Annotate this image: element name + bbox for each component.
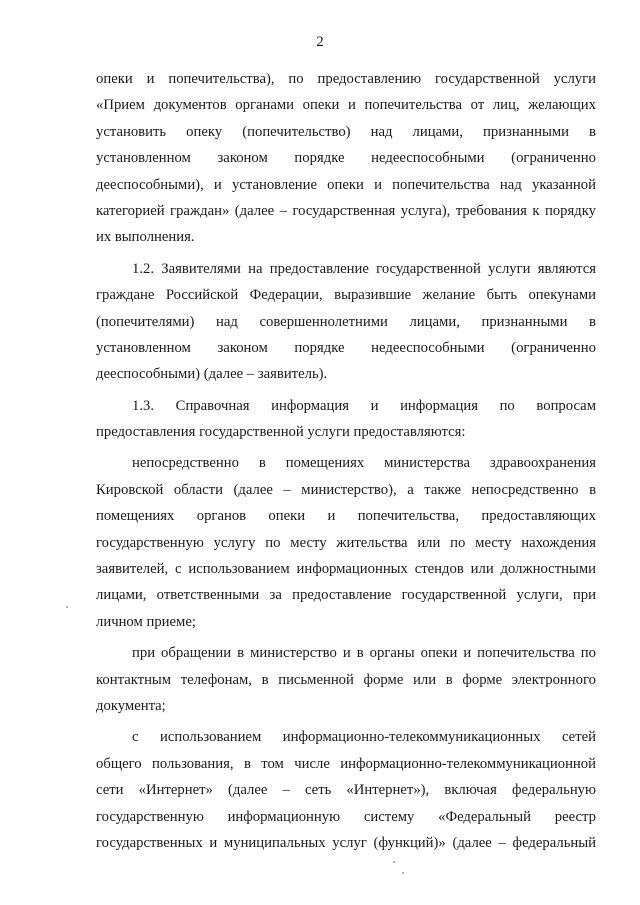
text-line: (попечителями) над совершеннолетними лицами, признанными в [96,313,596,330]
text-line: установленном законом порядке недееспособными (ограниченно [96,150,596,167]
paragraph-1-3-reference-info [96,393,596,446]
text-line: категорией граждан» (далее – государственная услуга), требования к порядку [96,202,596,219]
text-line: непосредственно в помещениях министерства здравоохранения [132,455,596,472]
text-line: личном приеме; [96,613,196,630]
text-line: 1.2. Заявителями на предоставление государственной услуги являются [132,260,596,277]
text-line: государственную услугу по месту жительства или по месту нахождения [96,534,596,551]
text-line: заявителей, с использованием информационных стендов или должностными [96,561,596,578]
text-line: граждане Российской Федерации, выразившие желание быть опекунами [96,287,596,304]
text-line: с использованием информационно-телекоммуникационных сетей [132,729,596,746]
text-line: общего пользования, в том числе информационно-телекоммуникационной [96,755,596,772]
text-line: контактным телефонам, в письменной форме или в форме электронного [96,671,596,688]
text-line: установленном законом порядке недееспособными (ограниченно [96,339,596,356]
text-line: Кировской области (далее – министерство), а также непосредственно в [96,481,596,498]
text-line: 1.3. Справочная информация и информация по вопросам [132,397,596,414]
paragraph-via-internet [96,724,596,856]
text-line: дееспособными), и установление опеки и попечительства над указанной [96,176,596,193]
text-line: дееспособными) (далее – заявитель). [96,366,328,383]
paragraph-in-premises [96,450,596,635]
text-line: лицами, ответственными за предоставление государственной услуги, при [96,587,596,604]
paragraph-intro-continued [96,66,596,251]
text-line: при обращении в министерство и в органы опеки и попечительства по [132,645,596,662]
body-text [96,66,596,856]
scan-speck [402,872,404,874]
text-line: сети «Интернет» (далее – сеть «Интернет»), включая федеральную [96,782,596,799]
text-line: «Прием документов органами опеки и попечительства от лиц, желающих [96,97,596,114]
text-line: установить опеку (попечительство) над лицами, признанными в [96,123,596,140]
text-line: предоставления государственной услуги предоставляются: [96,424,466,441]
text-line: их выполнения. [96,229,195,246]
scan-speck [66,606,68,608]
text-line: государственную информационную систему «Федеральный реестр [96,808,596,825]
page-number: 2 [316,34,324,50]
paragraph-by-phone [96,640,596,719]
scan-speck [393,861,395,863]
text-line: документа; [96,697,166,714]
paragraph-1-2-applicants [96,256,596,388]
text-line: государственных и муниципальных услуг (функций)» (далее – федеральный [96,834,596,851]
text-line: опеки и попечительства), по предоставлению государственной услуги [96,71,596,87]
text-line: помещениях органов опеки и попечительства, предоставляющих [96,508,596,525]
